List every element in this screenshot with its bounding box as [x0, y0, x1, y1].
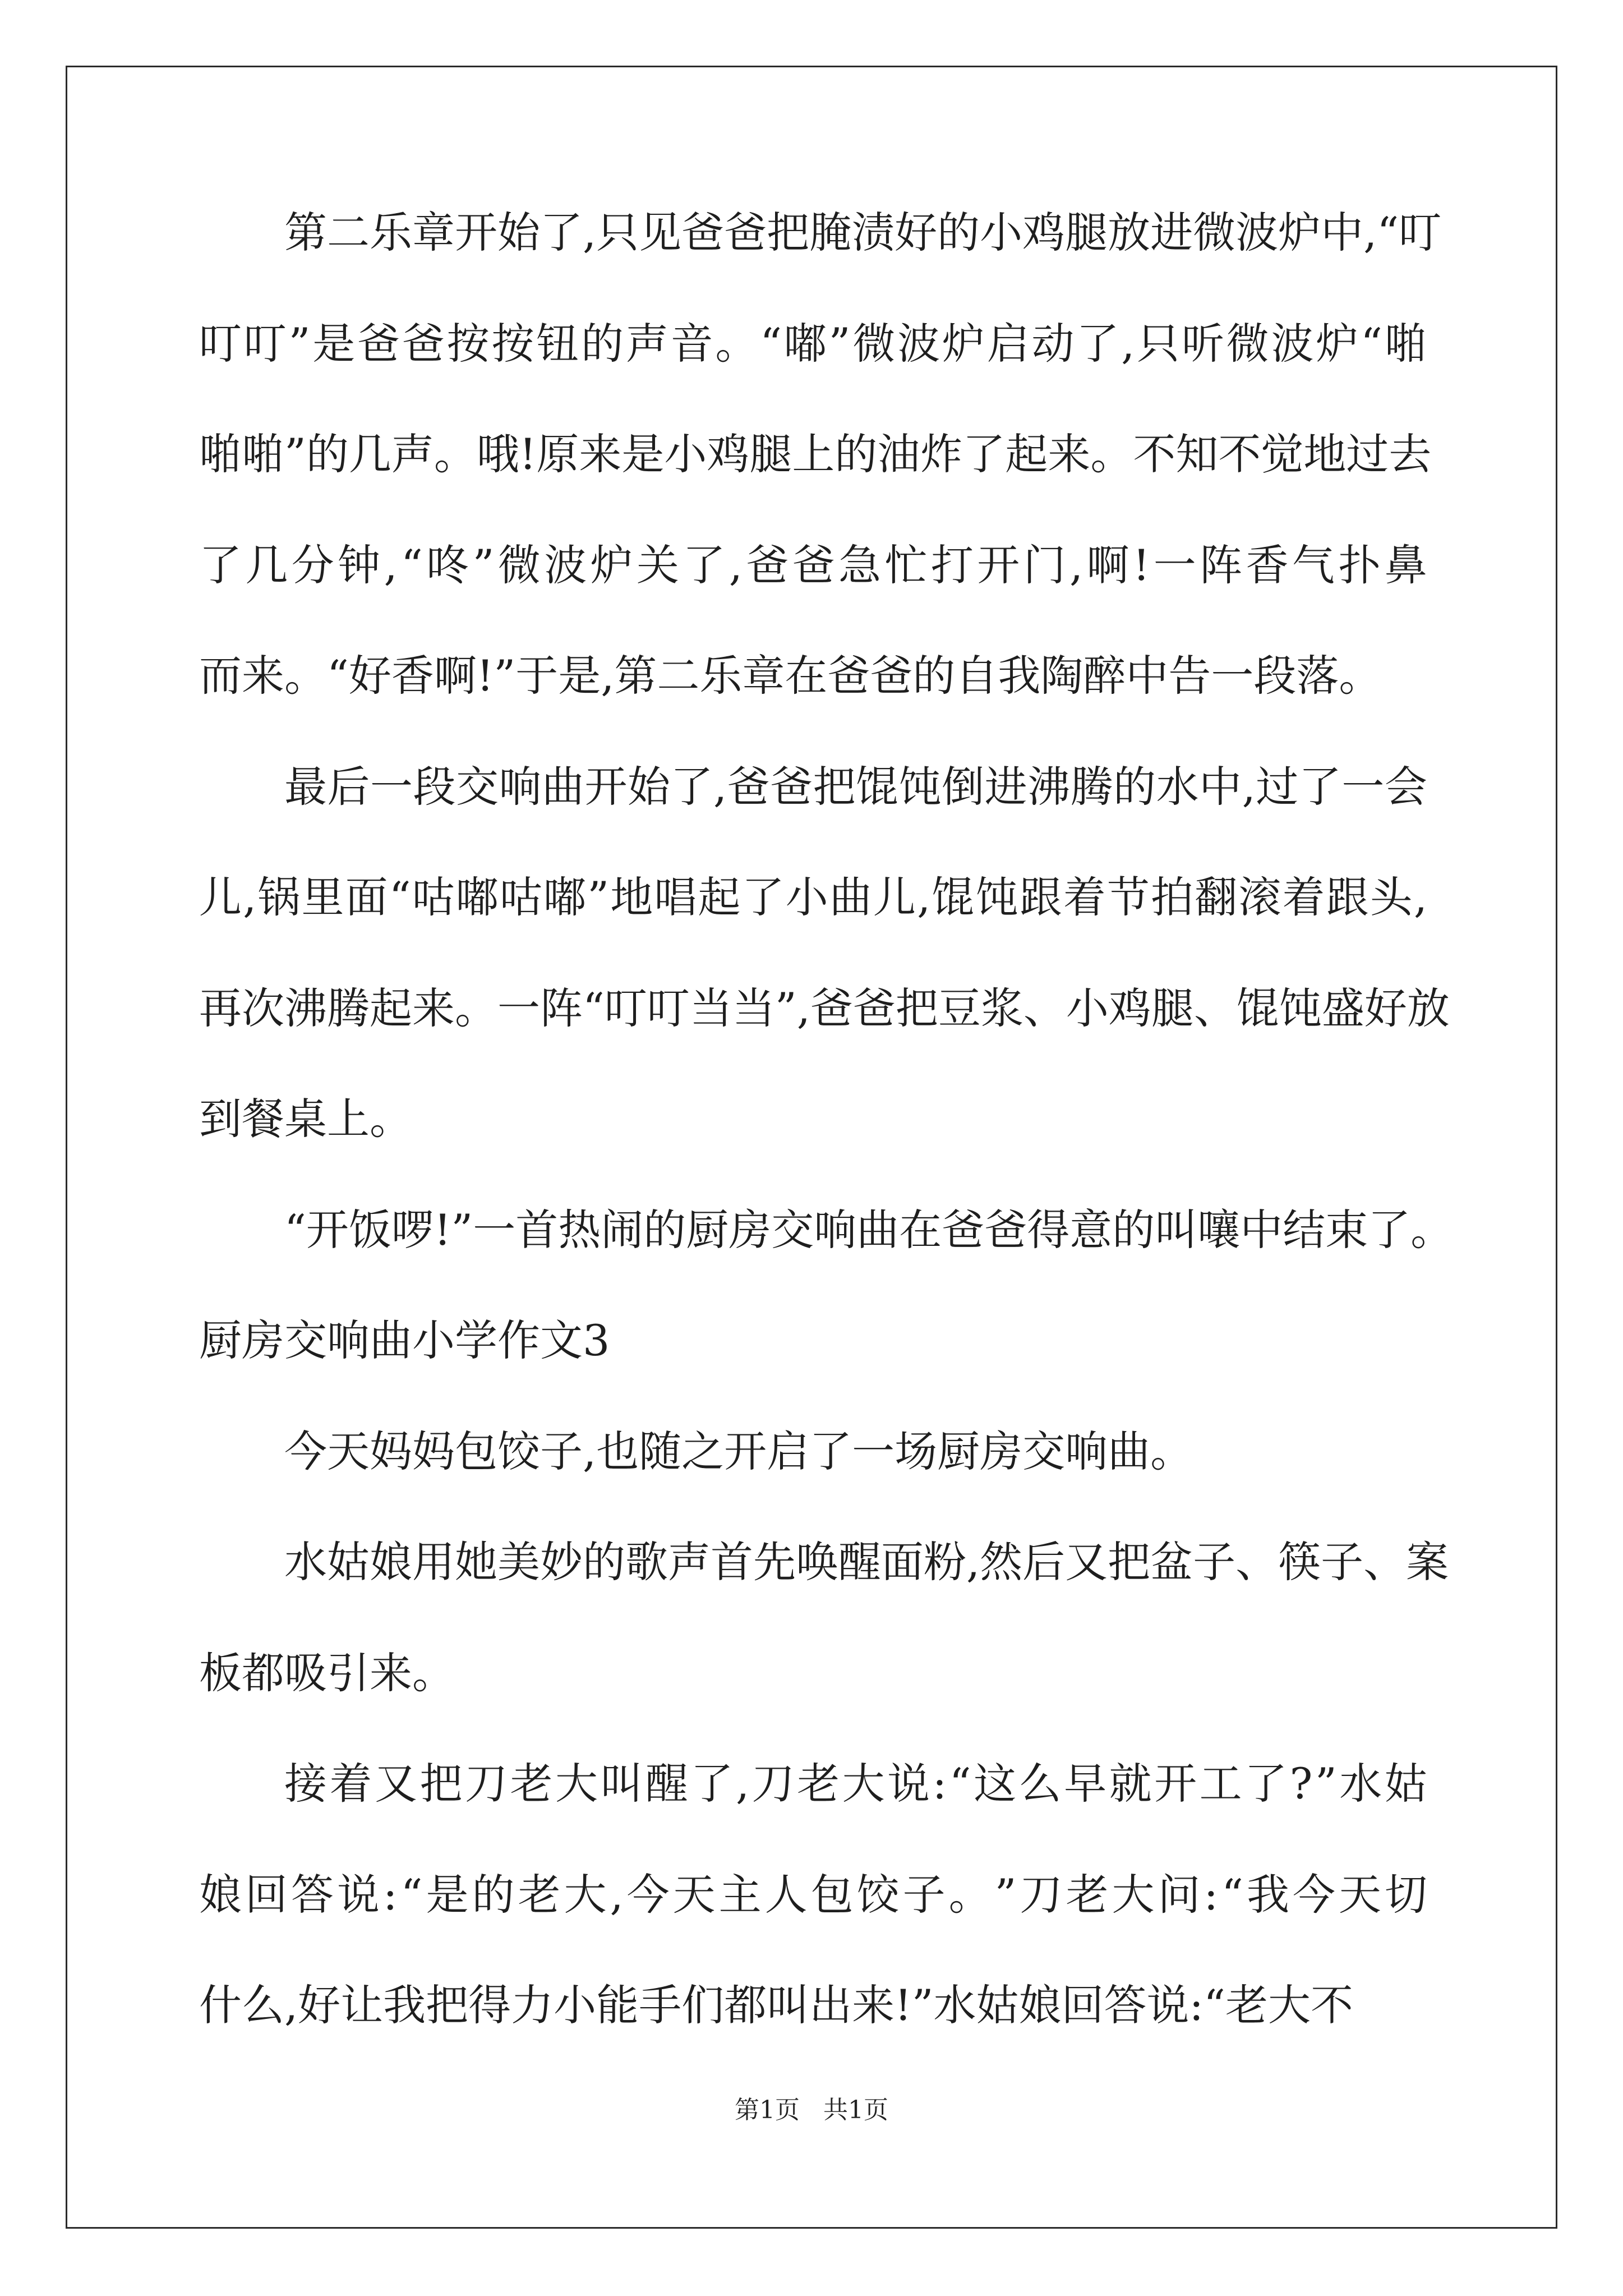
text-line: 今天妈妈包饺子,也随之开启了一场厨房交响曲。	[284, 1426, 1193, 1476]
text-line: “开饭啰!”一首热闹的厨房交响曲在爸爸得意的叫嚷中结束了。	[284, 1204, 1454, 1255]
text-line: 板都吸引来。	[199, 1648, 455, 1698]
text-line: 娘 回 答 说 : “ 是 的 老 大 , 今 天 主 人 包 饺 子 。 ” 刀 老 大 问 : “ 我 今 天 切	[199, 1869, 1427, 1920]
paragraph	[199, 1761, 1427, 2094]
paragraph	[199, 208, 1442, 765]
text-line: 啪 啪 ” 的 几 声 。 哦 ! 原 来 是 小 鸡 腿 上 的 油 炸 了 起 来 。 不 知 不 觉 地 过 去	[199, 429, 1432, 479]
paragraph	[199, 761, 1450, 1208]
text-line: 厨房交响曲小学作文3	[199, 1315, 610, 1365]
text-line: 什么,好让我把得力小能手们都叫出来!”水姑娘回答说:“老大不	[199, 1980, 1354, 2030]
document-body	[199, 208, 1454, 2094]
text-line: 最 后 一 段 交 响 曲 开 始 了 , 爸 爸 把 馄 饨 倒 进 沸 腾 的 水 中 , 过 了 一 会	[284, 761, 1427, 812]
text-line: 了 几 分 钟 , “ 咚 ” 微 波 炉 关 了 , 爸 爸 急 忙 打 开 门 , 啊 ! 一 阵 香 气 扑 鼻	[199, 540, 1427, 590]
paragraph	[199, 1204, 1454, 1319]
paragraph	[199, 1426, 1427, 1540]
page-footer: 第1页 共1页	[735, 2096, 888, 2124]
text-line: 水 姑 娘 用 她 美 妙 的 歌 声 首 先 唤 醒 面 粉 , 然 后 又 把 盆 子 、 筷 子 、 案	[284, 1537, 1449, 1587]
text-line: 接 着 又 把 刀 老 大 叫 醒 了 , 刀 老 大 说 : “ 这 么 早 就 开 工 了 ? ” 水 姑	[284, 1759, 1427, 1809]
text-line: 儿 , 锅 里 面 “ 咕 嘟 咕 嘟 ” 地 唱 起 了 小 曲 儿 , 馄 饨 跟 着 节 拍 翻 滚 着 跟 头 ,	[199, 872, 1427, 922]
text-line: 叮 叮 ” 是 爸 爸 按 按 钮 的 声 音 。 “ 嘟 ” 微 波 炉 启 动 了 , 只 听 微 波 炉 “ 啪	[199, 318, 1427, 369]
text-line: 再 次 沸 腾 起 来 。 一 阵 “ 叮 叮 当 当 ” , 爸 爸 把 豆 浆 、 小 鸡 腿 、 馄 饨 盛 好 放	[199, 983, 1450, 1033]
section-heading	[199, 1315, 1427, 1429]
text-line: 第 二 乐 章 开 始 了 , 只 见 爸 爸 把 腌 渍 好 的 小 鸡 腿 放 进 微 波 炉 中 , “ 叮	[284, 208, 1442, 257]
text-line: 而来。“好香啊!”于是,第二乐章在爸爸的自我陶醉中告一段落。	[199, 651, 1382, 701]
paragraph	[199, 1537, 1449, 1761]
text-line: 到餐桌上。	[199, 1094, 412, 1144]
